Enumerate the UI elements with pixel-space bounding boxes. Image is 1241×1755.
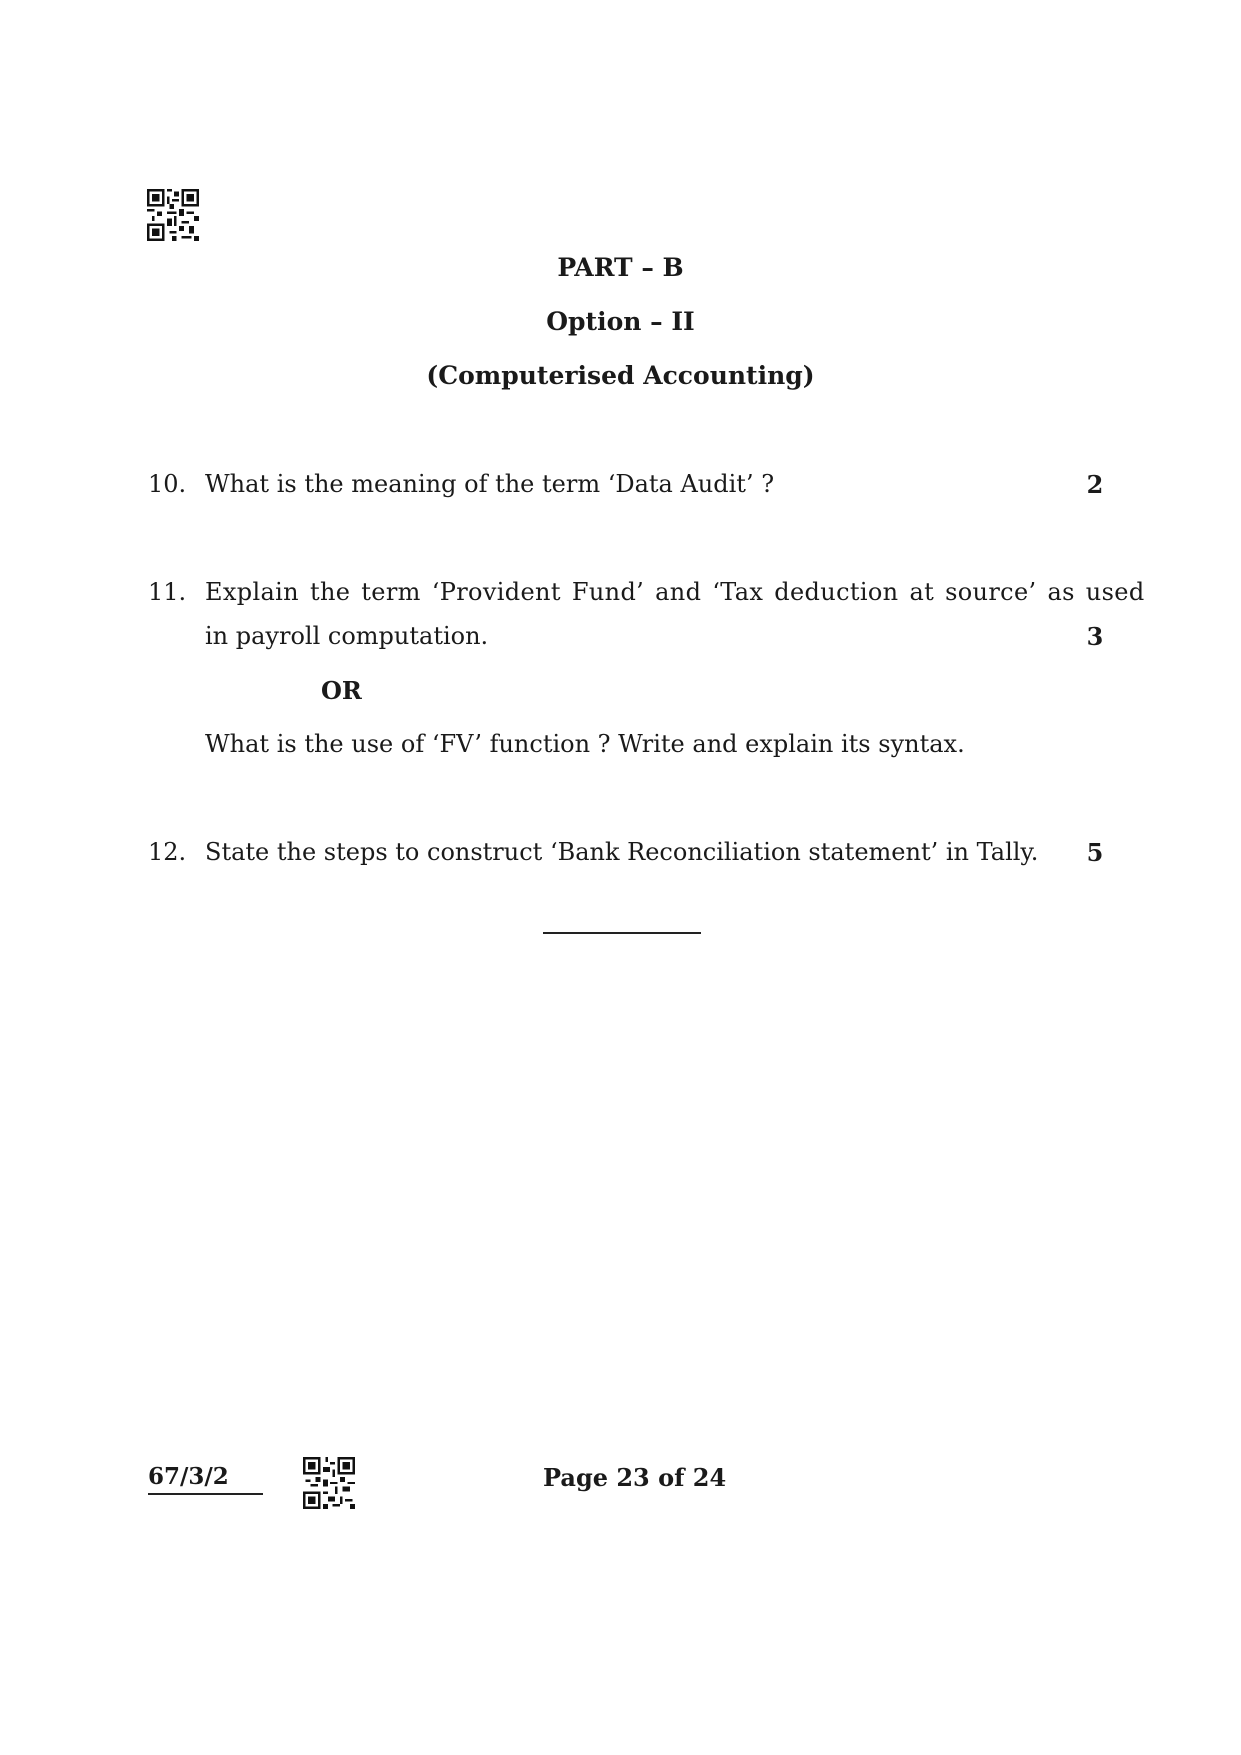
- question-text: in payroll computation.: [205, 622, 489, 650]
- footer-qr-code-icon: [303, 1457, 355, 1509]
- paper-code: 67/3/2: [148, 1463, 229, 1490]
- question-number: 10.: [148, 470, 187, 498]
- paper-code-underline: [148, 1493, 263, 1495]
- question-text: State the steps to construct ‘Bank Reconciliation statement’ in Tally.: [205, 838, 1039, 866]
- question-marks: 3: [1086, 622, 1104, 651]
- top-qr-code-icon: [147, 189, 199, 241]
- question-number: 12.: [148, 838, 187, 866]
- question-text: What is the meaning of the term ‘Data Audit’ ?: [205, 470, 775, 498]
- option-heading: Option – II: [546, 307, 695, 336]
- section-subtitle: (Computerised Accounting): [426, 361, 815, 390]
- part-heading: PART – B: [557, 253, 684, 282]
- alternative-question-text: What is the use of ‘FV’ function ? Write and explain its syntax.: [205, 730, 965, 758]
- question-text: Explain the term ‘Provident Fund’ and ‘Tax deduction at source’ as used: [205, 578, 1145, 606]
- question-marks: 5: [1086, 838, 1104, 867]
- end-divider: [543, 932, 701, 934]
- page-number: Page 23 of 24: [543, 1463, 727, 1492]
- or-label: OR: [321, 676, 362, 705]
- question-marks: 2: [1086, 470, 1104, 499]
- question-number: 11.: [148, 578, 187, 606]
